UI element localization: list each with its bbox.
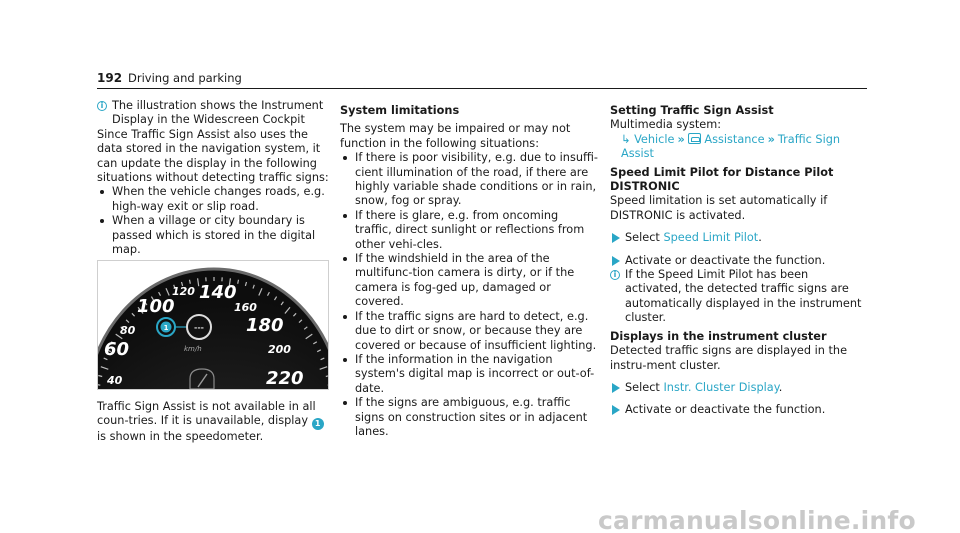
callout-badge: 1: [312, 418, 324, 430]
action-text: Activate or deactivate the function.: [625, 253, 826, 267]
bullet-dot: [343, 315, 347, 319]
speed-label-60: 60: [104, 339, 130, 360]
list-item: [340, 310, 598, 353]
speed-label-140: 140: [199, 282, 237, 303]
column-right: [610, 99, 868, 418]
caption-part-2: is shown in the speedometer.: [97, 430, 264, 444]
action-arrow-icon: [612, 383, 620, 393]
speedometer-graphic: [98, 261, 329, 390]
info-icon: i: [610, 270, 620, 280]
list-item: [340, 209, 598, 252]
column-middle: [340, 99, 598, 439]
menu-label: Multimedia system:: [610, 118, 722, 132]
speed-limit-pilot-heading: Speed Limit Pilot for Distance Pilot DISTRONIC: [610, 165, 834, 194]
speed-label-160: 160: [234, 301, 257, 314]
list-item: [97, 214, 329, 257]
intro-paragraph: Since Traffic Sign Assist also uses the data stored in the navigation system, it can update the display in the following situations without detecting traffic signs:: [97, 127, 329, 185]
bullet-dot: [343, 358, 347, 362]
action-text: .: [758, 231, 762, 245]
setting-heading: Setting Traffic Sign Assist: [610, 104, 774, 117]
system-limitations-heading: System limitations: [340, 104, 460, 117]
submenu-arrow-icon: ↳: [621, 132, 631, 146]
action-arrow-icon: [612, 256, 620, 266]
action-text: Select: [625, 231, 660, 245]
list-item-text: If the traffic signs are hard to detect, e.g. due to dirt or snow, or because they are covered or because of insufficient lighting.: [355, 309, 597, 352]
figure-caption: [97, 400, 329, 445]
action-text: .: [778, 380, 783, 394]
speed-label-200: 200: [268, 343, 291, 356]
speed-limit-pilot-link[interactable]: Speed Limit Pilot: [663, 231, 759, 245]
gauge-tick: [190, 280, 191, 284]
action-text: Select: [625, 380, 660, 394]
page-header: [97, 67, 867, 89]
action-text: Activate or deactivate the function.: [625, 403, 826, 417]
speed-label-100: 100: [137, 296, 175, 317]
callout-number: 1: [163, 324, 169, 332]
list-item: [340, 353, 598, 396]
update-situations-list: [97, 185, 329, 257]
bullet-dot: [100, 219, 104, 223]
action-step: [610, 231, 868, 245]
speedometer-illustration: [97, 260, 329, 390]
unit-label: km/h: [184, 345, 202, 353]
list-item-text: If the windshield in the area of the multifunc-tion camera is dirty, or if the camera is fog-ged up, damaged or covered.: [355, 252, 575, 309]
list-item-text: If the information in the navigation system's digital map is incorrect or out-of-date.: [355, 352, 595, 395]
instr-cluster-display-link[interactable]: Instr. Cluster Display: [663, 380, 779, 394]
path-arrow-icon: »: [677, 132, 685, 146]
menu-path: [610, 133, 868, 162]
limitations-list: [340, 151, 598, 439]
column-left: [97, 99, 329, 257]
menu-path-vehicle[interactable]: Vehicle: [634, 132, 675, 146]
bullet-dot: [100, 190, 104, 194]
caption-text: [97, 400, 329, 445]
bullet-dot: [343, 214, 347, 218]
speed-limit-placeholder-text: ---: [194, 323, 204, 332]
displays-text: Detected traffic signs are displayed in the instru-ment cluster.: [610, 344, 848, 372]
system-limitations-intro: The system may be impaired or may not function in the following situations:: [340, 122, 571, 150]
speed-label-120: 120: [172, 285, 195, 298]
bullet-dot: [343, 257, 347, 261]
displays-heading: Displays in the instrument cluster: [610, 329, 827, 343]
note-text: The illustration shows the Instrument Display in the Widescreen Cockpit: [112, 99, 324, 127]
action-arrow-icon: [612, 405, 620, 415]
action-step: [610, 254, 868, 268]
speed-label-80: 80: [120, 324, 136, 337]
car-assist-icon: [688, 133, 701, 144]
list-item-text: When the vehicle changes roads, e.g. high-way exit or slip road.: [112, 185, 325, 213]
bullet-dot: [343, 156, 347, 160]
list-item: [340, 151, 598, 209]
page-number: 192: [97, 71, 123, 85]
action-step: [610, 381, 868, 395]
section-title: Driving and parking: [128, 71, 242, 85]
path-arrow-icon: »: [767, 132, 775, 146]
list-item: [340, 252, 598, 310]
menu-path-assistance[interactable]: Assistance: [704, 132, 765, 146]
list-item-text: When a village or city boundary is passed which is stored in the digital map.: [112, 214, 316, 257]
speed-limit-pilot-text: Speed limitation is set automatically if DISTRONIC is activated.: [610, 194, 828, 222]
gauge-tick: [238, 280, 239, 284]
caption-part-1: Traffic Sign Assist is not available in all coun-tries. If it is unavailable, display: [97, 400, 316, 428]
action-step: [610, 403, 868, 417]
illustration-note: [97, 99, 329, 128]
list-item-text: If the signs are ambiguous, e.g. traffic signs on construction sites or in adjacent lanes.: [355, 396, 588, 438]
bullet-dot: [343, 401, 347, 405]
list-item: [97, 185, 329, 214]
list-item-text: If there is glare, e.g. from oncoming traffic, direct sunlight or reflections from other vehi-cles.: [355, 208, 585, 251]
menu-path-traffic-sign-assist[interactable]: Traffic Sign Assist: [621, 132, 841, 161]
speed-label-180: 180: [246, 315, 284, 336]
action-arrow-icon: [612, 233, 620, 243]
list-item: [340, 396, 598, 439]
speed-label-40: 40: [107, 374, 123, 387]
speed-limit-pilot-note: [610, 268, 868, 326]
header-divider: [97, 88, 867, 89]
gauge-tick: [98, 384, 100, 385]
info-icon: i: [97, 101, 107, 111]
note-text: If the Speed Limit Pilot has been activated, the detected traffic signs are automatically displayed in the instrument cluster.: [625, 268, 862, 325]
speed-label-220: 220: [266, 368, 304, 389]
list-item-text: If there is poor visibility, e.g. due to insuffi-cient illumination of the road, if there are highly variable shade conditions or in rain, snow, fog or spray.: [355, 151, 598, 208]
watermark: carmanualsonline.info: [598, 506, 916, 533]
